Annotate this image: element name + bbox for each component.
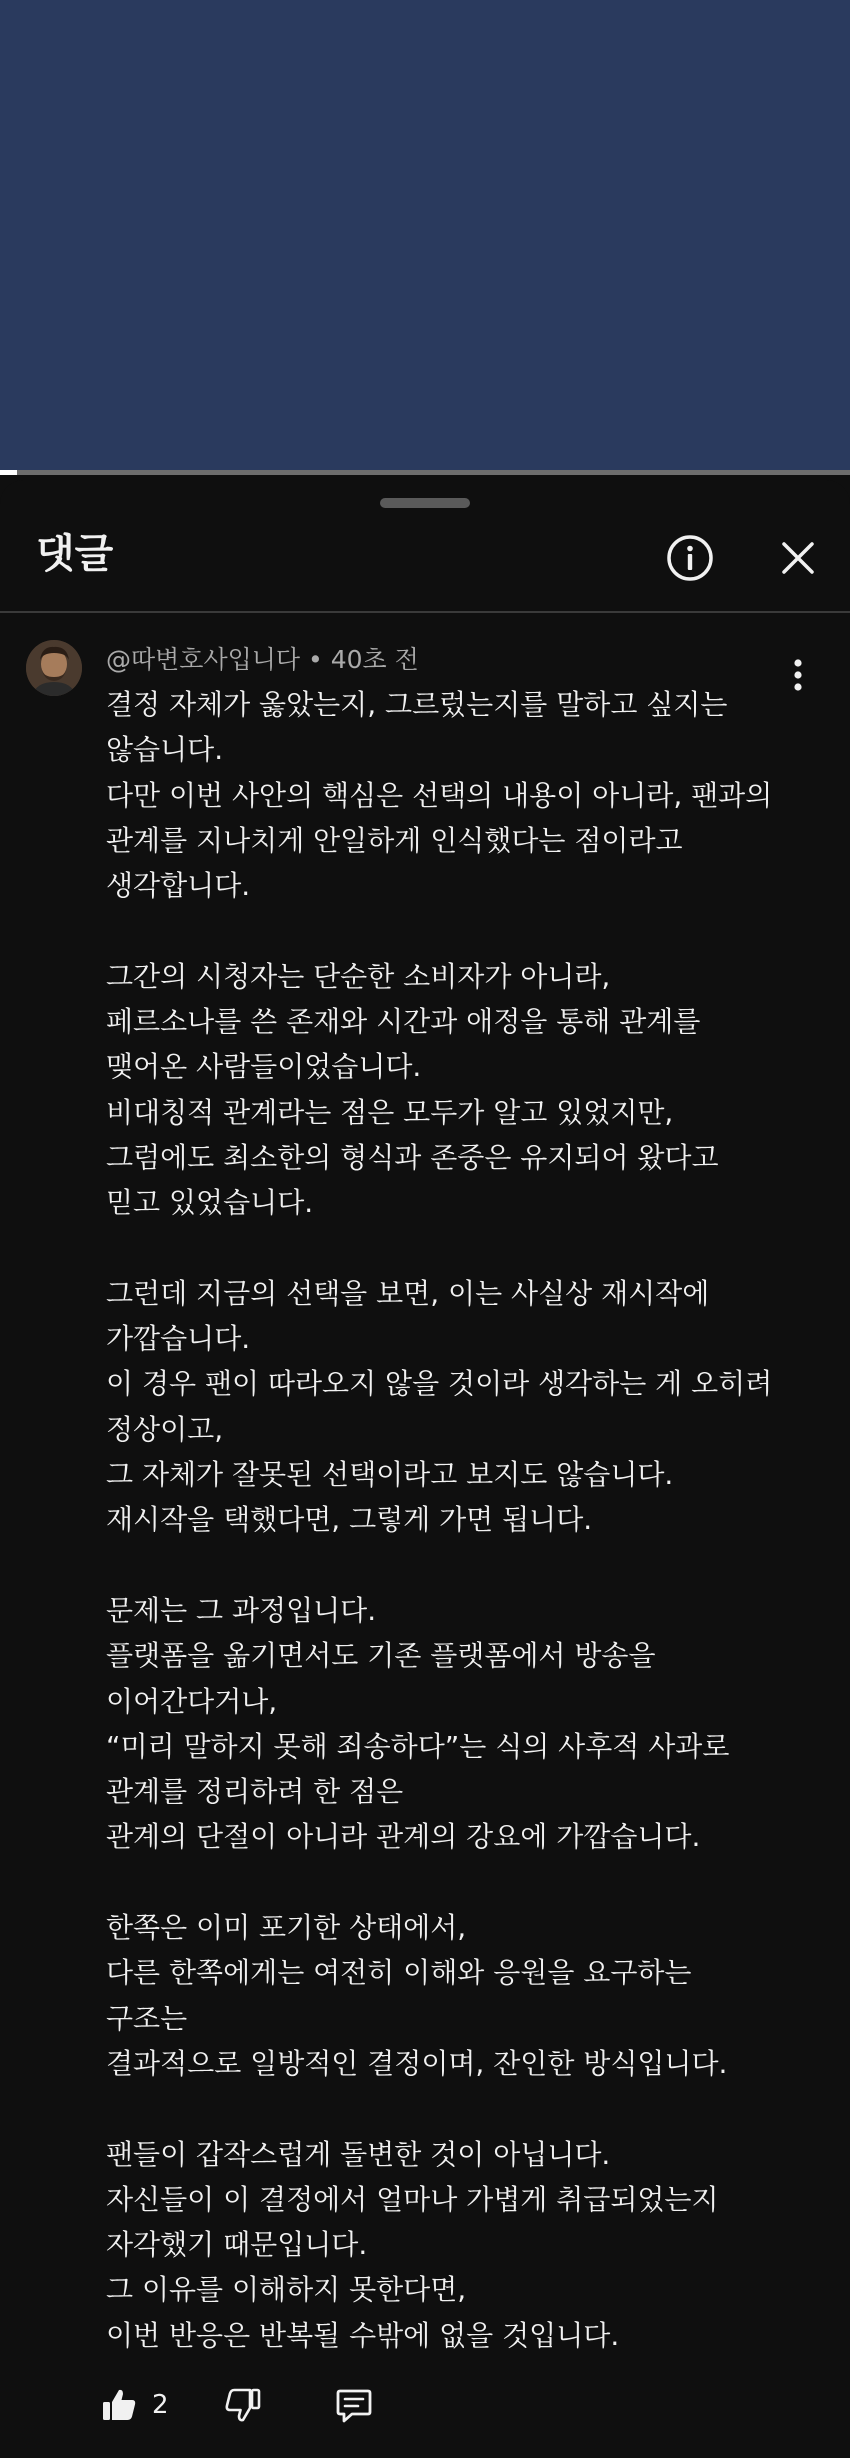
comment-line: 팬들이 갑작스럽게 돌변한 것이 아닙니다. bbox=[106, 2137, 611, 2171]
comment-line: 다만 이번 사안의 핵심은 선택의 내용이 아니라, 팬과의 bbox=[106, 778, 773, 812]
thumbs-up-icon bbox=[100, 2386, 138, 2424]
comment-line: 생각합니다. bbox=[106, 869, 251, 903]
comment-line: 자각했기 때문입니다. bbox=[106, 2228, 368, 2262]
comment-line: 비대칭적 관계라는 점은 모두가 알고 있었지만, bbox=[106, 1095, 674, 1129]
drag-handle[interactable] bbox=[380, 498, 470, 508]
comment-line: 문제는 그 과정입니다. bbox=[106, 1593, 377, 1627]
dislike-button[interactable] bbox=[224, 2375, 262, 2435]
comment-line: 페르소나를 쓴 존재와 시간과 애정을 통해 관계를 bbox=[106, 1005, 701, 1039]
comment-line bbox=[106, 2086, 806, 2131]
comment-line: 그 자체가 잘못된 선택이라고 보지도 않습니다. bbox=[106, 1458, 674, 1492]
comment-line: 그간의 시청자는 단순한 소비자가 아니라, bbox=[106, 959, 611, 993]
comment-line bbox=[106, 1860, 806, 1905]
video-progress-bar[interactable] bbox=[0, 470, 850, 475]
comment-line: 다른 한쪽에게는 여전히 이해와 응원을 요구하는 bbox=[106, 1956, 692, 1990]
comment-line: 맺어온 사람들이었습니다. bbox=[106, 1050, 422, 1084]
comments-title: 댓글 bbox=[36, 531, 114, 577]
video-progress-fill bbox=[0, 470, 17, 475]
comment-line: 구조는 bbox=[106, 2001, 188, 2035]
like-count: 2 bbox=[152, 2390, 169, 2420]
meta-separator: • bbox=[300, 645, 331, 674]
comment-line: 관계를 지나치게 안일하게 인식했다는 점이라고 bbox=[106, 823, 683, 857]
comment-line: 그 이유를 이해하지 못한다면, bbox=[106, 2273, 467, 2307]
comment-line: 정상이고, bbox=[106, 1412, 224, 1446]
info-button[interactable] bbox=[660, 528, 720, 588]
comment-text bbox=[106, 682, 806, 2358]
comment-line: 플랫폼을 옮기면서도 기존 플랫폼에서 방송을 bbox=[106, 1639, 656, 1673]
thumbs-down-icon bbox=[224, 2386, 262, 2424]
info-icon bbox=[664, 532, 716, 584]
avatar-image bbox=[26, 640, 82, 696]
comment-line: 관계의 단절이 아니라 관계의 강요에 가깝습니다. bbox=[106, 1820, 701, 1854]
comment-line: 않습니다. bbox=[106, 733, 224, 767]
comment-line: “미리 말하지 못해 죄송하다”는 식의 사후적 사과로 bbox=[106, 1729, 730, 1763]
comment-line: 이번 반응은 반복될 수밖에 없을 것입니다. bbox=[106, 2318, 620, 2352]
video-player[interactable] bbox=[0, 0, 850, 470]
comment-line bbox=[106, 1543, 806, 1588]
comments-sheet bbox=[0, 480, 850, 2458]
comment-meta bbox=[106, 644, 419, 677]
reply-icon bbox=[334, 2385, 374, 2425]
comment-author[interactable]: @따변호사입니다 bbox=[106, 645, 301, 674]
comment-line: 그런데 지금의 선택을 보면, 이는 사실상 재시작에 bbox=[106, 1276, 710, 1310]
close-icon bbox=[778, 538, 818, 578]
comment-line: 믿고 있었습니다. bbox=[106, 1186, 314, 1220]
comment-line bbox=[106, 908, 806, 953]
comment-line: 결정 자체가 옳았는지, 그르렀는지를 말하고 싶지는 bbox=[106, 688, 728, 721]
like-button[interactable] bbox=[100, 2375, 169, 2435]
comment-line: 이어간다거나, bbox=[106, 1684, 278, 1718]
comment-line: 재시작을 택했다면, 그렇게 가면 됩니다. bbox=[106, 1503, 593, 1537]
comment-line: 이 경우 팬이 따라오지 않을 것이라 생각하는 게 오히려 bbox=[106, 1367, 773, 1401]
reply-button[interactable] bbox=[334, 2375, 374, 2435]
comment-line bbox=[106, 1226, 806, 1271]
header-divider bbox=[0, 611, 850, 613]
comment-line: 가깝습니다. bbox=[106, 1322, 251, 1356]
commenter-avatar[interactable] bbox=[26, 640, 82, 696]
comment-timestamp: 40초 전 bbox=[330, 645, 419, 674]
comment-line: 결과적으로 일방적인 결정이며, 잔인한 방식입니다. bbox=[106, 2046, 728, 2080]
comment-line: 자신들이 이 결정에서 얼마나 가볍게 취급되었는지 bbox=[106, 2182, 719, 2216]
close-button[interactable] bbox=[768, 528, 828, 588]
comment-line: 관계를 정리하려 한 점은 bbox=[106, 1775, 404, 1809]
comment-actions bbox=[100, 2375, 800, 2435]
comment-line: 한쪽은 이미 포기한 상태에서, bbox=[106, 1911, 467, 1945]
comment-line: 그럼에도 최소한의 형식과 존중은 유지되어 왔다고 bbox=[106, 1140, 719, 1174]
